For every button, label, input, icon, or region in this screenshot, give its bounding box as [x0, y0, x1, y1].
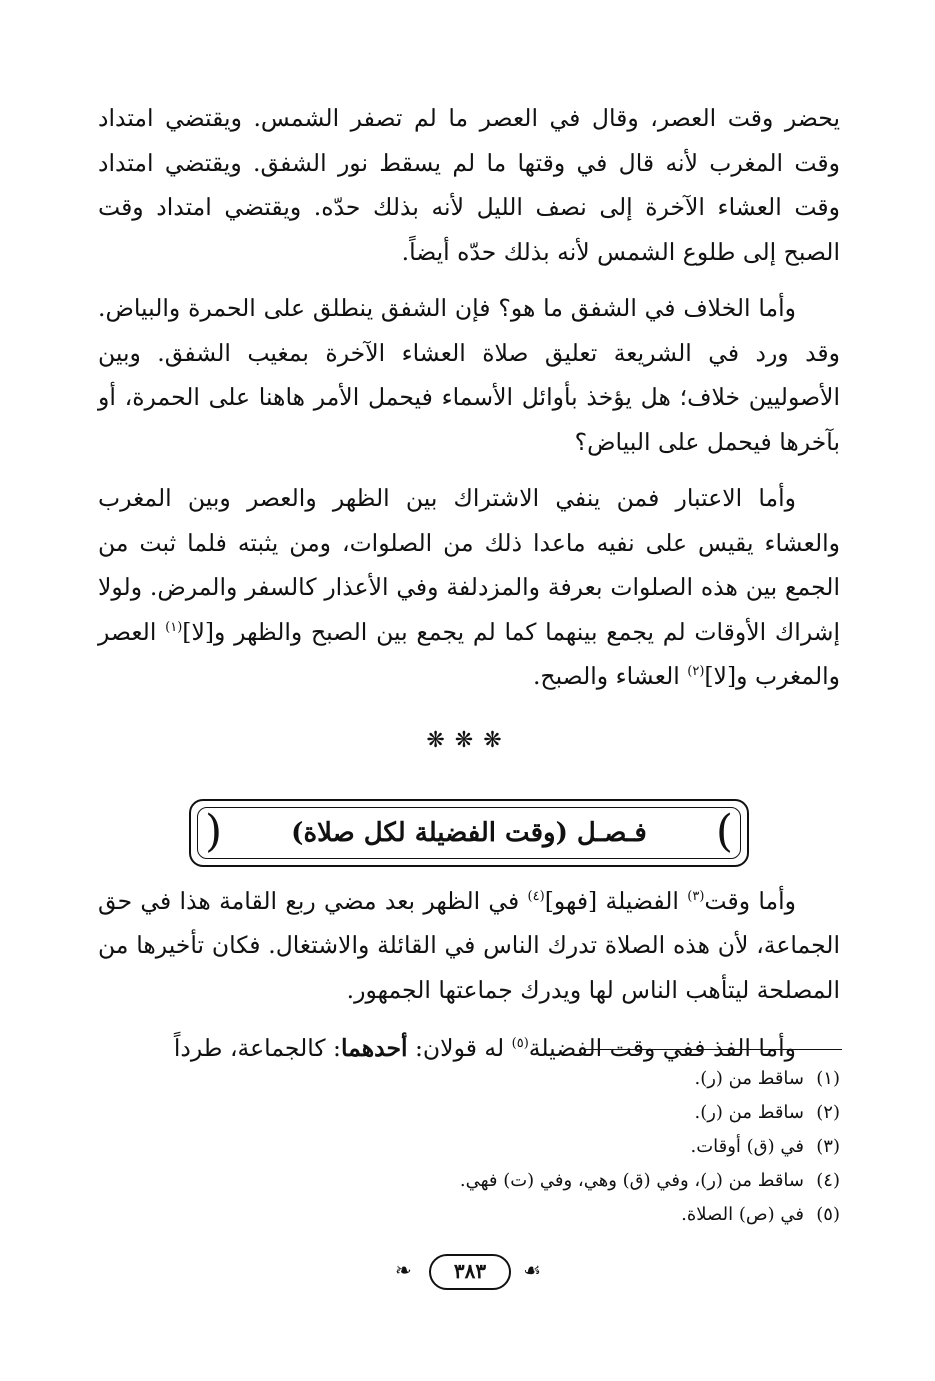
paragraph-4-text-a: وأما وقت	[704, 886, 796, 915]
ornament-left-icon: ❧	[395, 1258, 412, 1282]
paragraph-1: يحضر وقت العصر، وقال في العصر ما لم تصفر الشمس. ويقتضي امتداد وقت المغرب لأنه قال في وقتها ما لم يسقط نور الشفق. ويقتضي امتداد وقت العشاء الآخرة إلى نصف الليل لأنه بذلك حدّه. ويقتضي امتداد وقت الصبح إلى طلوع الشمس لأنه بذلك حدّه أيضاً.	[98, 104, 840, 266]
footnote-divider	[586, 1049, 842, 1050]
paragraph-4-text-b: الفضيلة [فهو]	[544, 886, 688, 915]
footnote-text: ساقط من (ر).	[694, 1068, 804, 1089]
footnote-item	[280, 1096, 840, 1130]
footnote-number: (٥)	[816, 1204, 840, 1225]
paragraph-3-text-a: وأما الاعتبار فمن ينفي الاشتراك بين الظهر والعصر وبين المغرب والعشاء يقيس على نفيه ماعدا ذلك من الصلوات، ومن يثبته فلما ثبت من الجمع بين هذه الصلوات بعرفة والمزدلفة وفي الأعذار كالسفر والمرض. ولولا إشراك الأوقات لم يجمع بينهما كما لم يجمع بين الصبح والظهر و[لا]	[98, 484, 841, 646]
footnote-text: في (ق) أوقات.	[690, 1136, 804, 1157]
paragraph-2: وأما الخلاف في الشفق ما هو؟ فإن الشفق ينطلق على الحمرة والبياض. وقد ورد في الشريعة تعليق صلاة العشاء الآخرة بمغيب الشفق. وبين الأصوليين خلاف؛ هل يؤخذ بأوائل الأسماء فيحمل الأمر هاهنا على الحمرة، أو بآخرها فيحمل على البياض؟	[98, 294, 840, 456]
paragraph-5-bold-term: أحدهما	[340, 1034, 408, 1062]
footnote-text: في (ص) الصلاة.	[681, 1204, 804, 1225]
page-number: ٣٨٣	[453, 1259, 487, 1283]
footnote-ref-2: (٢)	[687, 664, 705, 680]
page-number-ornament	[395, 1252, 541, 1290]
footnote-item	[280, 1198, 840, 1232]
paragraph-4	[98, 879, 840, 1013]
heading-bracket-left: (	[205, 805, 223, 857]
footnote-number: (٢)	[816, 1102, 840, 1123]
footnote-ref-3: (٣)	[687, 888, 705, 904]
paragraph-4-text-c: في الظهر بعد مضي ربع القامة هذا في حق الجماعة، لأن هذه الصلاة تدرك الناس في القائلة والاشتغال. فكان تأخيرها من المصلحة ليتأهب الناس لها ويدرك جماعتها الجمهور.	[98, 886, 840, 1004]
footnote-number: (٣)	[816, 1136, 840, 1157]
footnote-ref-5: (٥)	[511, 1036, 529, 1052]
page-body	[98, 96, 840, 1071]
paragraph-3-text-c: العشاء والصبح.	[532, 662, 688, 690]
footnotes	[280, 1062, 840, 1232]
footnote-item	[280, 1130, 840, 1164]
footnote-text: ساقط من (ر)، وفي (ق) وهي، وفي (ت) فهي.	[459, 1170, 804, 1191]
footnote-number: (١)	[816, 1068, 840, 1089]
footnote-ref-1: (١)	[165, 619, 183, 635]
footnote-number: (٤)	[816, 1170, 840, 1191]
heading-bracket-right: )	[715, 805, 733, 857]
paragraph-3-text-b: العصر والمغرب و[لا]	[98, 617, 840, 690]
footnote-item	[280, 1062, 840, 1096]
footnote-text: ساقط من (ر).	[694, 1102, 804, 1123]
footnote-item	[280, 1164, 840, 1198]
section-separator: ❋❋❋	[426, 727, 512, 753]
paragraph-5-text-b: له قولان:	[407, 1034, 512, 1062]
footnote-ref-4: (٤)	[527, 888, 545, 904]
paragraph-5-text-a: وأما الفذ ففي وقت الفضيلة	[528, 1034, 796, 1062]
section-heading-box	[189, 799, 749, 867]
paragraph-3	[98, 476, 840, 699]
paragraph-5-text-c: : كالجماعة، طرداً	[173, 1034, 341, 1062]
section-heading: فـصـل (وقت الفضيلة لكل صلاة)	[291, 817, 647, 848]
ornament-right-icon: ☙	[523, 1258, 541, 1282]
